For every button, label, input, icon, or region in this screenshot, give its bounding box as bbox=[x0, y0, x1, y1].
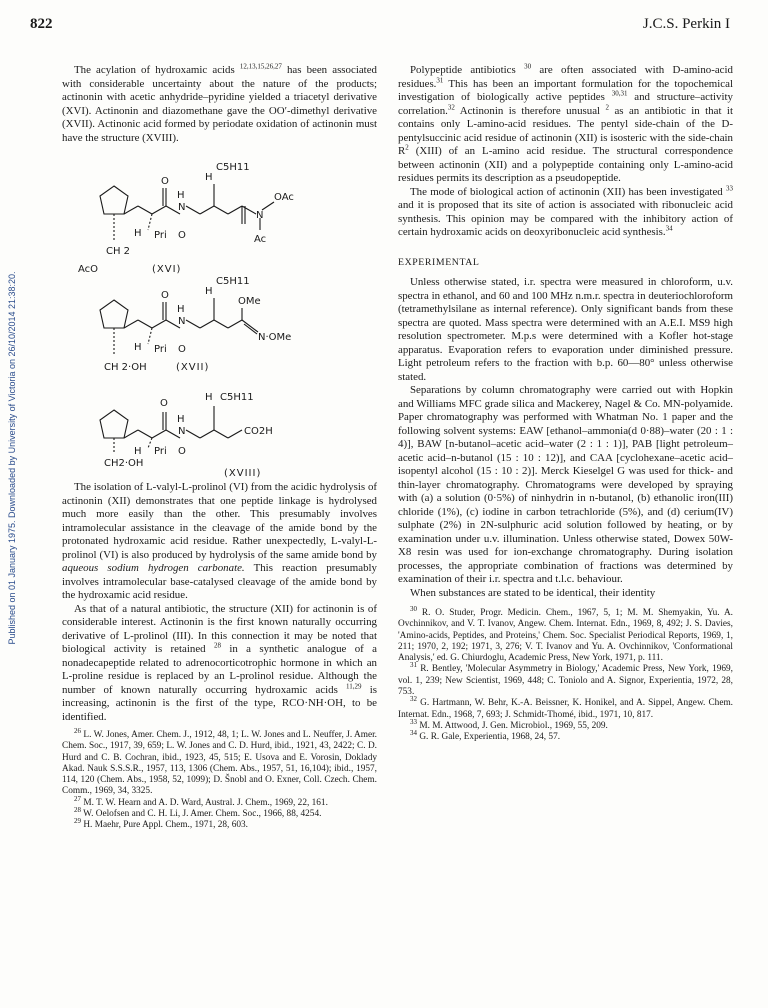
s16-c5h11: C5H11 bbox=[216, 162, 250, 173]
s17-ch2oh: CH 2·OH bbox=[104, 362, 147, 373]
s16-h: H bbox=[205, 172, 213, 183]
s17-ome: OMe bbox=[238, 296, 261, 307]
s16-ac: Ac bbox=[254, 234, 267, 245]
paragraph-general-methods: Unless otherwise stated, i.r. spectra were measured in chloroform, u.v. spectra in ethanol, and 60 and 100 MHz n.m.r. spectra in deuteriochloroform (tetramethylsilane as internal reference). Only significant bands from these spectra are quoted. Mass spectra were determined with an A.E.I. MS9 high resolution spectrometer. M.p.s were determined with a Kofler hot-stage apparatus. Evaporation refers to evaporation under diminished pressure. Light petroleum refers to the fraction with b.p. 60—80° unless otherwise stated. bbox=[398, 276, 733, 383]
s17-h: H bbox=[205, 286, 213, 297]
footnotes-right bbox=[398, 604, 734, 744]
s17-n: N bbox=[178, 316, 186, 327]
s16-h3: H bbox=[134, 228, 142, 239]
left-column bbox=[62, 64, 377, 832]
page-number: 822 bbox=[30, 16, 53, 32]
s17-o2: O bbox=[178, 344, 186, 355]
structures-svg bbox=[62, 148, 377, 479]
paragraph-chromatography: Separations by column chromatography were carried out with Hopkin and Williams MFC grade silica and Mackerey, Nagel & Co. MN-polyamide. Paper chromatography was performed with Whatman No. 1 paper and the following solvent systems: EAW [ethanol–ammonia(d 0·88)–water (20 : 1 : 4)], BAW [n-butanol–acetic acid–water (2 : 1 : 1)], PAB [light petroleum–acetic acid–n-butanol (15 : 10 : 12)], and CAA [cyclohexane–acetic acid–isopentyl alcohol (15 : 10 : 2)]. Merck Kieselgel G was used for thick- and thin-layer chromatography. Chromatograms were developed by spraying with (a) a solution (0·5%) of ninhydrin in n-butanol, (b) ethanolic iron(III) chloride (1%), (c) iodine in carbon tetrachloride (5%), and (d) cerium(IV) sulphate (2%) in 2N-sulphuric acid solution followed by heating, or by examination under u.v. illumination. Unless otherwise stated, Dowex 50W-X8 resin was used for ion-exchange chromatography. During isolation processes, the appropriate combination of fractions was determined by examination of their i.r. spectra and t.l.c. behaviour. bbox=[398, 384, 733, 585]
footnote-33: $^{33}$ M. M. Attwood, J. Gen. Microbiol., 1969, 55, 209. bbox=[410, 717, 608, 731]
s16-o2: O bbox=[178, 230, 186, 241]
structures-figure bbox=[62, 148, 377, 479]
s16-n: N bbox=[178, 202, 186, 213]
s18-o1: O bbox=[160, 398, 168, 409]
journal-title: J.C.S. Perkin I bbox=[642, 16, 730, 32]
ref-marker: 28 bbox=[213, 641, 221, 650]
s18-n: N bbox=[178, 426, 186, 437]
footnote-30: $^{30}$ R. O. Studer, Progr. Medicin. Chem., 1967, 5, 1; M. M. Shemyakin, Yu. A. Ovchinnikov, and V. T. Ivanov, Angew. Chem. Internat. Edn., 1969, 8, 492; J. S. Davies, 'Amino-acids, Peptides, and Proteins,' Chem. Soc. Specialist Periodical Reports, 1969, 1, 211; 1970, 2, 192; 1971, 3, 276; V. T. Ivanov and Yu. A. Ovchinnikov, 'Conformational Analysis,' ed. G. Chiurdoglu, Academic Press, New York, 1971, p. 111. bbox=[398, 604, 734, 664]
section-heading-experimental: EXPERIMENTAL bbox=[398, 256, 480, 268]
paragraph-antibiotic: As that of a natural antibiotic, the structure (XII) for actinonin is of considerable interest. Actinonin is the first known naturally occurring derivative of L-prolinol (III). In this connection it may be noted that biological activity is retained $^{28}$ in a synthetic analogue of a nonadecapeptide related to adrenocorticotrophic hormone in which an L-proline residue is replaced by an L-prolinol residue. Although the number of known naturally occurring hydroxamic acids $^{11,29}$ is increasing, actinonin is the first of the type, RCO·NH·OH, to be identified. bbox=[62, 602, 377, 723]
s18-h: H bbox=[205, 392, 213, 403]
footnote-28: $^{28}$ W. Oelofsen and C. H. Li, J. Amer. Chem. Soc., 1966, 88, 4254. bbox=[74, 805, 322, 820]
s16-aco: AcO bbox=[78, 264, 99, 275]
ref-marker: 12,13,15,26,27 bbox=[239, 62, 282, 71]
s17-nome: N·OMe bbox=[258, 332, 292, 343]
s17-c5h11: C5H11 bbox=[216, 276, 250, 287]
footnotes-left bbox=[62, 726, 377, 832]
structure-xvi bbox=[78, 162, 294, 275]
s16-oac: OAc bbox=[274, 192, 294, 203]
paragraph-polypeptide: Polypeptide antibiotics $^{30}$ are often associated with D-amino-acid residues.$^{31}$ This has been an important formulation for the topochemical investigation of biologically active peptides $^{30,31}$ and structure–activity correlation.$^{32}$ Actinonin is therefore unusual $^2$ as an antibiotic in that it contains only L-amino-acid residues. The pentyl side-chain of the D-pentylsuccinic acid residue of actinonin (XII) is isosteric with the side-chain $R^2$ (XIII) of an L-amino acid residue. The structural correspondence between actinonin (XII) and a polypeptide containing only L-amino-acid residues permits its description as a pseudopeptide. bbox=[398, 62, 733, 184]
s16-h2: H bbox=[177, 190, 185, 201]
s17-pr: Pri bbox=[154, 344, 167, 355]
footnote-27: $^{27}$ M. T. W. Hearn and A. D. Ward, Austral. J. Chem., 1969, 22, 161. bbox=[74, 794, 328, 808]
footnote-29: $^{29}$ H. Maehr, Pure Appl. Chem., 1971, 28, 603. bbox=[74, 817, 248, 831]
paragraph-isolation: The isolation of L-valyl-L-prolinol (VI) from the acidic hydrolysis of actinonin (XII) demonstrates that one peptide linkage is hydrolysed much more easily than the other. This presumably involves intramolecular assistance in the cleavage of the amide bond by the protonated hydroxamic acid residue. Rather unexpectedly, L-valyl-L-prolinol (VI) is also produced by hydrolysis of the same amide bond by aqueous sodium hydrogen carbonate. This reaction presumably involves intramolecular base-catalysed cleavage of the amide bond by the hydroxamic acid residue. bbox=[62, 481, 378, 601]
structure-xvii bbox=[100, 276, 291, 373]
s17-h2: H bbox=[177, 304, 185, 315]
s18-co2h: CO2H bbox=[244, 426, 273, 437]
s16-pr: Pri bbox=[154, 230, 167, 241]
s16-n2: N bbox=[256, 210, 264, 221]
s16-ch2: CH 2 bbox=[106, 246, 131, 257]
ref-marker: 11,29 bbox=[346, 681, 362, 690]
s17-label: (XVII) bbox=[176, 362, 210, 373]
s18-label: (XVIII) bbox=[224, 468, 262, 479]
paragraph-acylation: The acylation of hydroxamic acids $^{12,13,15,26,27}$ has been associated with considerable uncertainty about the nature of the products; actinonin with acetic anhydride–pyridine yielded a triacetyl derivative (XVI). Actinonin and diazomethane gave the OO′-dimethyl derivative (XVII). Actinonic acid formed by periodate oxidation of actinonin must have the structure (XVIII). bbox=[62, 62, 377, 144]
structure-xviii bbox=[100, 392, 273, 479]
footnote-34: $^{34}$ G. R. Gale, Experientia, 1968, 24, 57. bbox=[410, 729, 561, 743]
s17-h3: H bbox=[134, 342, 142, 353]
s18-h2: H bbox=[177, 414, 185, 425]
download-watermark bbox=[6, 148, 18, 768]
paragraph-identity: When substances are stated to be identical, their identity bbox=[410, 586, 656, 599]
download-watermark-text[interactable]: Published on 01 January 1975. Downloaded by University of Victoria on 26/10/2014 21:38:20. bbox=[7, 271, 17, 645]
s16-label: (XVI) bbox=[152, 264, 182, 275]
footnote-26: $^{26}$ L. W. Jones, Amer. Chem. J., 1912, 48, 1; L. W. Jones and L. Neuffer, J. Amer. Chem. Soc., 1917, 39, 659; L. W. Jones and C. D. Hurd, ibid., 1921, 43, 2422; C. D. Hurd and C. B. Cochran, ibid., 1923, 45, 515; E. Usova and E. Vorosin, Doklady Akad. Nauk S.S.S.R., 1957, 113, 1306 (Chem. Abs., 1957, 51, 16,104); ibid., 1957, 114, 120 (Chem. Abs., 1958, 52, 1099); D. Šnobl and O. Exner, Coll. Czech. Chem. Comm., 1969, 34, 3325. bbox=[62, 726, 377, 797]
footnote-32: $^{32}$ G. Hartmann, W. Behr, K.-A. Beissner, K. Honikel, and A. Sippel, Angew. Chem. Internat. Edn., 1968, 7, 693; J. Schmidt-Thomé, ibid., 1971, 10, 817. bbox=[398, 695, 734, 720]
s16-o1: O bbox=[161, 176, 169, 187]
s18-ch2oh: CH2·OH bbox=[104, 458, 144, 469]
footnote-31: $^{31}$ R. Bentley, 'Molecular Asymmetry in Biology,' Academic Press, New York, 1969, vol. 1, 239; New Scientist, 1969, 448; C. Toniolo and A. Signor, Experientia, 1972, 28, 753. bbox=[398, 661, 733, 698]
paragraph-mode-of-action: The mode of biological action of actinonin (XII) has been investigated $^{33}$ and it is proposed that its site of action is associated with ribonucleic acid synthesis. This opinion may be compared with the inhibitory action of certain hydroxamic acids on deoxyribonucleic acid synthesis.$^{34}$ bbox=[398, 183, 733, 238]
s18-h3: H bbox=[134, 446, 142, 457]
s18-c5h11: C5H11 bbox=[220, 392, 254, 403]
s18-pr: Pri bbox=[154, 446, 167, 457]
s17-o1: O bbox=[161, 290, 169, 301]
s18-o2: O bbox=[178, 446, 186, 457]
right-column bbox=[398, 64, 733, 744]
